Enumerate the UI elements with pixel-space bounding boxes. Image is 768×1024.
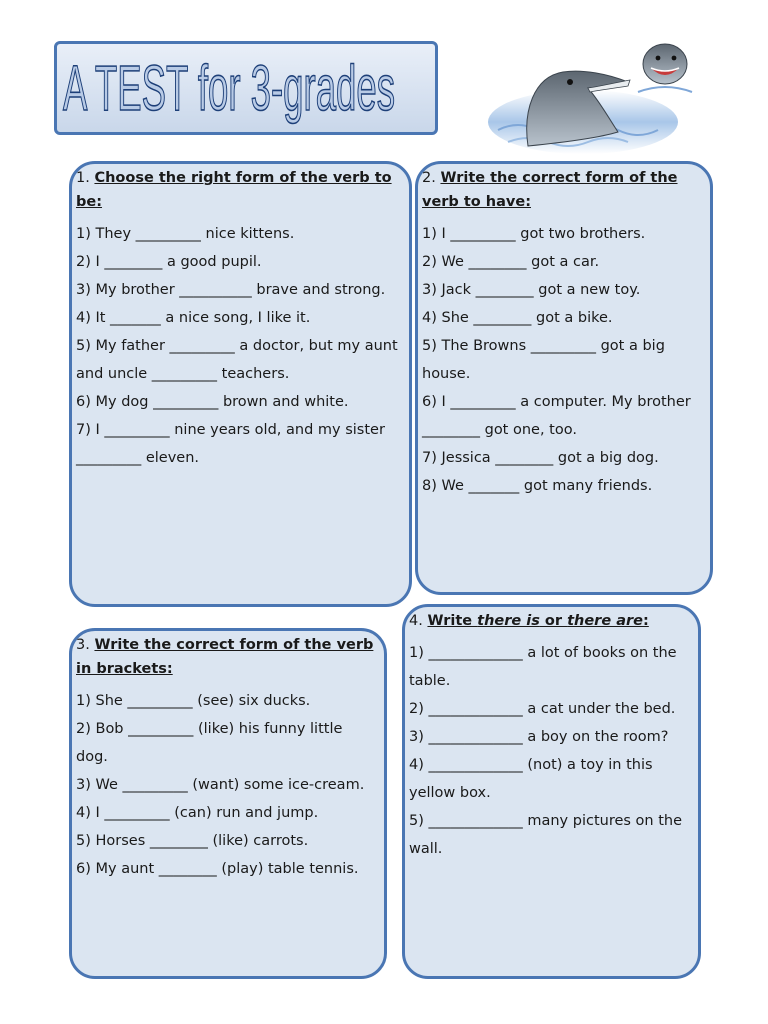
exercise-line: 2) I ________ a good pupil.	[76, 254, 262, 270]
section-4-heading	[409, 609, 692, 633]
section-2-heading	[422, 166, 704, 214]
exercise-line: 1) They _________ nice kittens.	[76, 226, 295, 242]
exercise-line: 3) We _________ (want) some ice-cream.	[76, 777, 365, 793]
section-2-box	[415, 161, 713, 595]
exercise-line: 7) Jessica ________ got a big dog.	[422, 450, 659, 466]
section-2-number: 2.	[422, 170, 436, 186]
title-wordart	[57, 44, 435, 132]
section-1-number: 1.	[76, 170, 90, 186]
exercise-line: 3) My brother __________ brave and strong.	[76, 282, 386, 298]
exercise-line: 5) _____________ many pictures on the wall.	[409, 813, 683, 857]
section-3-heading	[76, 633, 378, 681]
exercise-line: 1) _____________ a lot of books on the table.	[409, 645, 677, 689]
exercise-line: 4) I _________ (can) run and jump.	[76, 805, 319, 821]
exercise-line: 5) Horses ________ (like) carrots.	[76, 833, 309, 849]
section-3-box	[69, 628, 387, 979]
instruction-text: :	[643, 613, 649, 629]
section-4-number: 4.	[409, 613, 423, 629]
dolphins-picture	[488, 42, 708, 162]
exercise-line: 4) It _______ a nice song, I like it.	[76, 310, 311, 326]
section-3-instruction: Write the correct form of the verb in brackets:	[76, 637, 374, 677]
exercise-line: 2) _____________ a cat under the bed.	[409, 701, 676, 717]
exercise-line: 7) I _________ nine years old, and my sister _________ eleven.	[76, 422, 385, 466]
exercise-line: 1) She _________ (see) six ducks.	[76, 693, 311, 709]
exercise-line: 1) I _________ got two brothers.	[422, 226, 646, 242]
section-1-heading	[76, 166, 403, 214]
exercise-line: 4) _____________ (not) a toy in this yellow box.	[409, 757, 653, 801]
exercise-line: 3) Jack ________ got a new toy.	[422, 282, 641, 298]
exercise-line: 8) We _______ got many friends.	[422, 478, 653, 494]
exercise-line: 5) My father _________ a doctor, but my aunt and uncle _________ teachers.	[76, 338, 398, 382]
instruction-text: or	[539, 613, 568, 629]
instruction-emphasis: there are	[567, 613, 643, 629]
exercise-line: 6) I _________ a computer. My brother ________ got one, too.	[422, 394, 691, 438]
exercise-line: 5) The Browns _________ got a big house.	[422, 338, 665, 382]
section-1-instruction: Choose the right form of the verb to be:	[76, 170, 392, 210]
title-banner	[54, 41, 438, 135]
instruction-text: Write	[427, 613, 478, 629]
exercise-line: 6) My aunt ________ (play) table tennis.	[76, 861, 359, 877]
instruction-emphasis: there is	[477, 613, 540, 629]
section-3-number: 3.	[76, 637, 90, 653]
section-2-instruction: Write the correct form of the verb to have:	[422, 170, 678, 210]
exercise-line: 6) My dog _________ brown and white.	[76, 394, 349, 410]
section-4-instruction	[427, 613, 648, 629]
exercise-line: 4) She ________ got a bike.	[422, 310, 613, 326]
page-title: A TEST for 3-grades	[63, 52, 395, 124]
exercise-line: 2) Bob _________ (like) his funny little dog.	[76, 721, 343, 765]
section-1-box	[69, 161, 412, 607]
section-4-box	[402, 604, 701, 979]
exercise-line: 3) _____________ a boy on the room?	[409, 729, 669, 745]
exercise-line: 2) We ________ got a car.	[422, 254, 600, 270]
